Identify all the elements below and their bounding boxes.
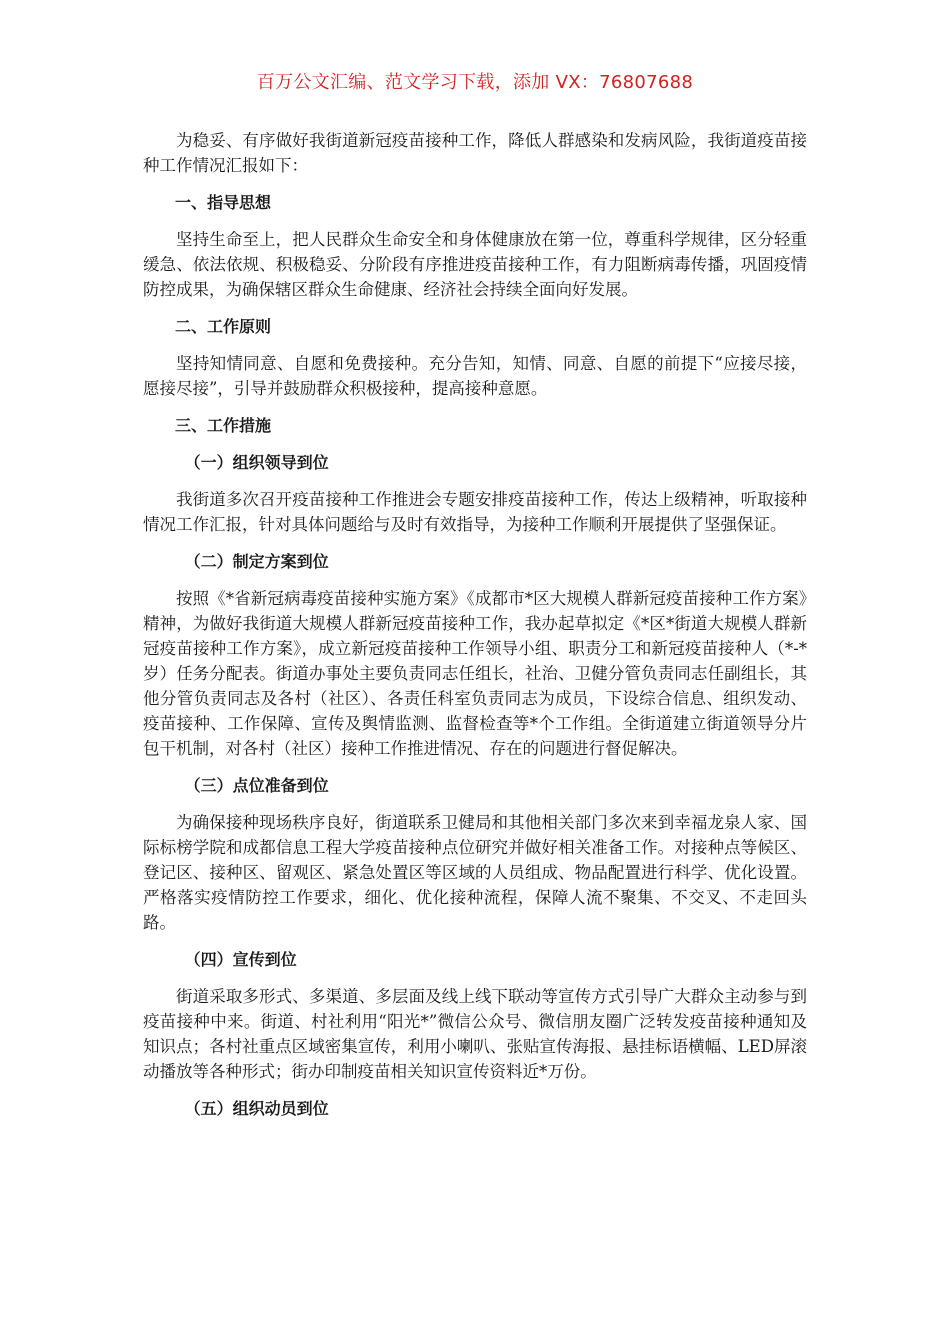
subsection-heading-leadership: （一）组织领导到位 bbox=[184, 453, 329, 472]
subsection-heading-site-prep: （三）点位准备到位 bbox=[184, 776, 329, 795]
header-watermark-text: 百万公文汇编、范文学习下载，添加 VX：76807688 bbox=[256, 72, 694, 93]
subsection-paragraph-publicity: 街道采取多形式、多渠道、多层面及线上线下联动等宣传方式引导广大群众主动参与到疫苗接种中来。街道、村社利用“阳光*”微信公众号、微信朋友圈广泛转发疫苗接种通知及知识点；各村社重点区域密集宣传，利用小喇叭、张贴宣传海报、悬挂标语横幅、LED屏滚动播放等各种形式；街办印制疫苗相关知识宣传资料近*万份。 bbox=[143, 987, 807, 1081]
document-body bbox=[143, 128, 807, 1133]
subsection-paragraph-leadership: 我街道多次召开疫苗接种工作推进会专题安排疫苗接种工作，传达上级精神，听取接种情况工作汇报，针对具体问题给与及时有效指导，为接种工作顺利开展提供了坚强保证。 bbox=[143, 490, 807, 534]
section-paragraph-guiding-ideology: 坚持生命至上，把人民群众生命安全和身体健康放在第一位，尊重科学规律，区分轻重缓急、依法依规、积极稳妥、分阶段有序推进疫苗接种工作，有力阻断病毒传播，巩固疫情防控成果，为确保辖区群众生命健康、经济社会持续全面向好发展。 bbox=[143, 230, 807, 299]
subsection-paragraph-plan: 按照《*省新冠病毒疫苗接种实施方案》《成都市*区大规模人群新冠疫苗接种工作方案》精神，为做好我街道大规模人群新冠疫苗接种工作，我办起草拟定《*区*街道大规模人群新冠疫苗接种工作方案》，成立新冠疫苗接种工作领导小组、职责分工和新冠疫苗接种人（*-*岁）任务分配表。街道办事处主要负责同志任组长，社治、卫健分管负责同志任副组长，其他分管负责同志及各村（社区）、各责任科室负责同志为成员，下设综合信息、组织发动、疫苗接种、工作保障、宣传及舆情监测、监督检查等*个工作组。全街道建立街道领导分片包干机制，对各村（社区）接种工作推进情况、存在的问题进行督促解决。 bbox=[143, 589, 807, 758]
section-paragraph-work-principles: 坚持知情同意、自愿和免费接种。充分告知，知情、同意、自愿的前提下“应接尽接，愿接尽接”，引导并鼓励群众积极接种，提高接种意愿。 bbox=[143, 354, 807, 398]
subsection-heading-plan: （二）制定方案到位 bbox=[184, 552, 329, 571]
subsection-heading-mobilization: （五）组织动员到位 bbox=[184, 1099, 329, 1118]
subsection-heading-publicity: （四）宣传到位 bbox=[184, 950, 297, 969]
section-heading-guiding-ideology: 一、指导思想 bbox=[175, 193, 272, 212]
intro-paragraph: 为稳妥、有序做好我街道新冠疫苗接种工作，降低人群感染和发病风险，我街道疫苗接种工作情况汇报如下： bbox=[143, 131, 807, 175]
section-heading-work-measures: 三、工作措施 bbox=[175, 416, 272, 435]
section-heading-work-principles: 二、工作原则 bbox=[175, 317, 272, 336]
subsection-paragraph-site-prep: 为确保接种现场秩序良好，街道联系卫健局和其他相关部门多次来到幸福龙泉人家、国际标榜学院和成都信息工程大学疫苗接种点位研究并做好相关准备工作。对接种点等候区、登记区、接种区、留观区、紧急处置区等区域的人员组成、物品配置进行科学、优化设置。严格落实疫情防控工作要求，细化、优化接种流程，保障人流不聚集、不交叉、不走回头路。 bbox=[143, 813, 807, 932]
